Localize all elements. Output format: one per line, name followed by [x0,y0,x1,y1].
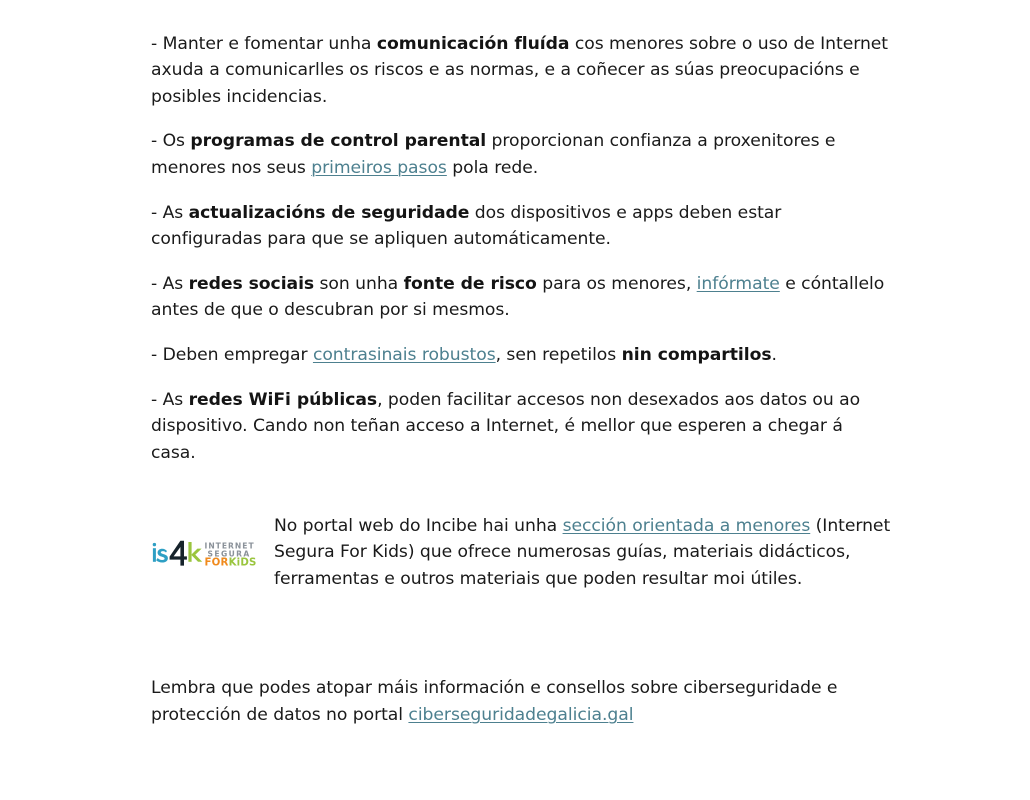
bullet-text-end: e cóntallelo antes de que o descubran por si mesmos. [151,273,885,321]
bullet-text: As [157,202,189,223]
is4k-promo-block [151,513,891,592]
bullet-text: Manter e fomentar unha [157,33,377,54]
lead-paragraph-text [151,0,459,1]
bullet-text-end: pola rede. [446,157,539,178]
bullet-bold-risk-source: fonte de risco [403,273,537,294]
link-primeiros-pasos[interactable]: primeiros pasos [311,157,447,178]
bullet-bold-public-wifi: redes WiFi públicas [188,389,378,410]
bullet-item-passwords [151,342,891,369]
link-seccion-orientada-menores[interactable]: sección orientada a menores [562,516,811,536]
bullet-text: As [157,389,189,410]
bullet-text: As [157,273,189,294]
bullet-item-communication [151,31,891,111]
is4k-logo-line-forkids: FORKiDS [204,557,257,569]
bullet-item-social-networks [151,271,891,324]
lead-paragraph-clipped [151,0,891,5]
bullet-text: Os [157,131,191,152]
bullet-text-cont: cos menores sobre o uso de Internet axuda a comunicarlles os riscos e as normas, e a coñecer as súas preocupacións e posibles incidencias. [151,33,888,107]
bullet-marker: - [151,344,158,365]
bullet-marker: - [151,33,158,54]
bullet-marker: - [151,202,158,223]
link-ciberseguridadegalicia[interactable]: ciberseguridadegalicia.gal [408,704,634,725]
bullet-item-parental-control [151,128,891,181]
is4k-logo [151,539,259,569]
bullet-text: Deben empregar [157,344,313,365]
bullet-bold-social-networks: redes sociais [188,273,315,294]
bullet-bold-nin-compartilos: nin compartilos [621,344,772,365]
bullet-marker: - [151,389,158,410]
bullet-text-cont: proporcionan confianza a proxenitores e menores nos seus [151,131,836,178]
link-informate[interactable]: infórmate [696,273,780,294]
is4k-logo-line-internet: INTERNET [204,541,255,551]
bullet-text-cont: dos dispositivos e apps deben estar configuradas para que se apliquen automáticamente. [151,202,782,250]
closing-text: Lembra que podes atopar máis información e consellos sobre ciberseguridade e protección de datos no portal [151,678,838,725]
is4k-logo-icon [151,539,259,569]
bullet-marker: - [151,131,158,152]
closing-block [151,675,891,728]
bullet-marker: - [151,273,158,294]
is4k-logo-line-segura: SEGURA [207,549,251,559]
promo-text-start: No portal web do Incibe hai unha [274,516,563,536]
is4k-mark-k [188,542,202,562]
promo-paragraph [274,513,891,592]
is4k-mark-is [153,543,168,563]
closing-paragraph [151,675,891,728]
bullet-text-cont: son unha [314,273,404,294]
bullet-item-public-wifi [151,387,891,467]
is4k-promo-text [259,513,891,592]
bullet-item-security-updates [151,200,891,253]
promo-text-end: (Internet Segura For Kids) que ofrece numerosas guías, materiais didácticos, ferramentas e outros materiais que poden resultar moi útiles. [274,516,891,589]
bullet-text-end: . [771,344,777,365]
bullet-bold-parental-control: programas de control parental [190,131,487,152]
bullet-text-cont: , poden facilitar accesos non desexados aos datos ou ao dispositivo. Cando non teñan acceso a Internet, é mellor que esperen a chegar á casa. [151,389,861,463]
bullet-bold-communication: comunicación fluída [376,33,570,54]
link-contrasinais-robustos[interactable]: contrasinais robustos [312,344,496,365]
bullet-text-cont: , sen repetilos [495,344,622,365]
bullet-bold-security-updates: actualizacións de seguridade [188,202,470,223]
article-body [151,0,891,484]
is4k-mark-four [170,541,187,566]
bullet-text-cont2: para os menores, [536,273,697,294]
